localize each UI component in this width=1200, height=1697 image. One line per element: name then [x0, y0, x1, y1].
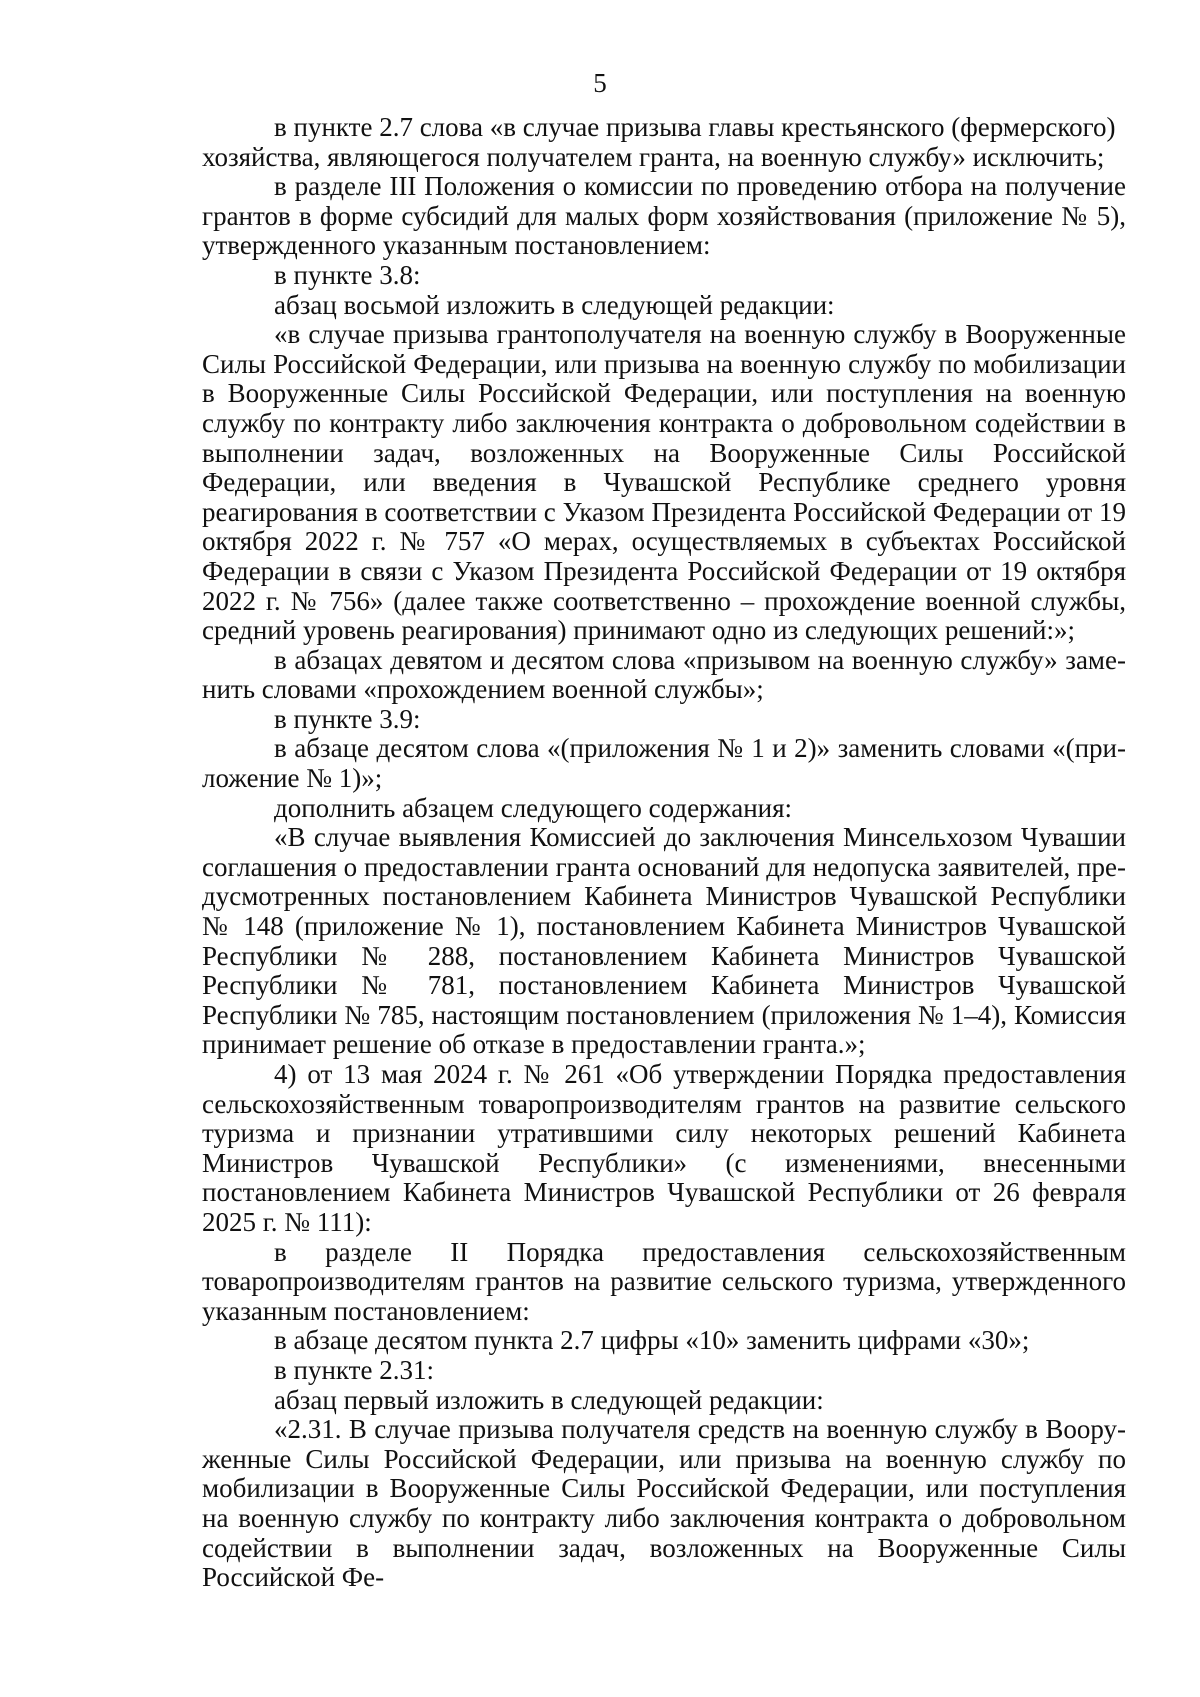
paragraph: в пункте 3.9: — [274, 703, 421, 734]
paragraph: в абзаце десятом слова «(приложения № 1 и 2)» заменить словами «(приложение № 1)»; — [202, 733, 1126, 794]
paragraph: в разделе II Порядка предоставления сельскохозяйственным товаропроизводителям грантов на развитие сельского туризма, утвержденного указанным постановлением: — [202, 1236, 1126, 1326]
paragraph: в разделе III Положения о комиссии по проведению отбора на получение грантов в форме субсидий для малых форм хозяйствования (приложение № 5), утвержденного указанным постановлением: — [202, 171, 1126, 261]
paragraph: 4) от 13 мая 2024 г. № 261 «Об утверждении Порядка предоставления сельскохозяйственным товаропроизводителям грантов на развитие сельского туризма и признании утратившими силу некоторых решений Кабинета Министров Чувашской Республики» (с изменениями, внесенными постановлением Кабинета Министров Чувашской Республики от 26 февраля 2025 г. № 111): — [202, 1059, 1126, 1237]
document-body — [202, 113, 1126, 1593]
paragraph: дополнить абзацем следующего содержания: — [274, 792, 793, 823]
paragraph: абзац первый изложить в следующей редакции: — [274, 1384, 824, 1415]
paragraph: «2.31. В случае призыва получателя средств на военную службу в Вооруженные Силы Российской Федерации, или призыва на военную службу по мобилизации в Вооруженные Силы Российской Федерации, или поступления на военную службу по контракту либо заключения контракта о добровольном содействии в выполнении задач, возложенных на Вооруженные Силы Российской Фе- — [202, 1414, 1126, 1593]
paragraph: в пункте 3.8: — [274, 259, 421, 290]
page-number: 5 — [593, 68, 607, 98]
paragraph: «в случае призыва грантополучателя на военную службу в Вооруженные Силы Российской Федерации, или призыва на военную службу по мобилизации в Вооруженные Силы Российской Федерации, или поступления на военную службу по контракту либо заключения контракта о добровольном содействии в выполнении задач, возложенных на Вооруженные Силы Российской Федерации, или введения в Чувашской Республике среднего уровня реагирования в соответствии с Указом Президента Российской Федерации от 19 октября 2022 г. № 757 «О мерах, осуществляемых в субъектах Российской Федерации в связи с Указом Президента Российской Федерации от 19 октября 2022 г. № 756» (далее также соответственно – прохождение военной службы, средний уровень реагирования) принимают одно из следующих решений:»; — [202, 319, 1126, 646]
paragraph: в пункте 2.31: — [274, 1354, 434, 1385]
paragraph: абзац восьмой изложить в следующей редакции: — [274, 289, 835, 320]
paragraph: в пункте 2.7 слова «в случае призыва главы крестьянского (фермерского) хозяйства, являющегося получателем гранта, на военную службу» исключить; — [202, 112, 1116, 172]
paragraph: в абзаце десятом пункта 2.7 цифры «10» заменить цифрами «30»; — [274, 1325, 1030, 1356]
paragraph: «В случае выявления Комиссией до заключения Минсельхозом Чувашии соглашения о предоставлении гранта оснований для недопуска заявителей, предусмотренных постановлением Кабинета Министров Чувашской Республики № 148 (приложение № 1), постановлением Кабинета Министров Чувашской Республики № 288, постановлением Кабинета Министров Чувашской Республики № 781, постановлением Кабинета Министров Чувашской Республики № 785, настоящим постановлением (приложения № 1–4), Комиссия принимает решение об отказе в предоставлении гранта.»; — [202, 822, 1126, 1060]
paragraph: в абзацах девятом и десятом слова «призывом на военную службу» заменить словами «прохождением военной службы»; — [202, 644, 1126, 705]
